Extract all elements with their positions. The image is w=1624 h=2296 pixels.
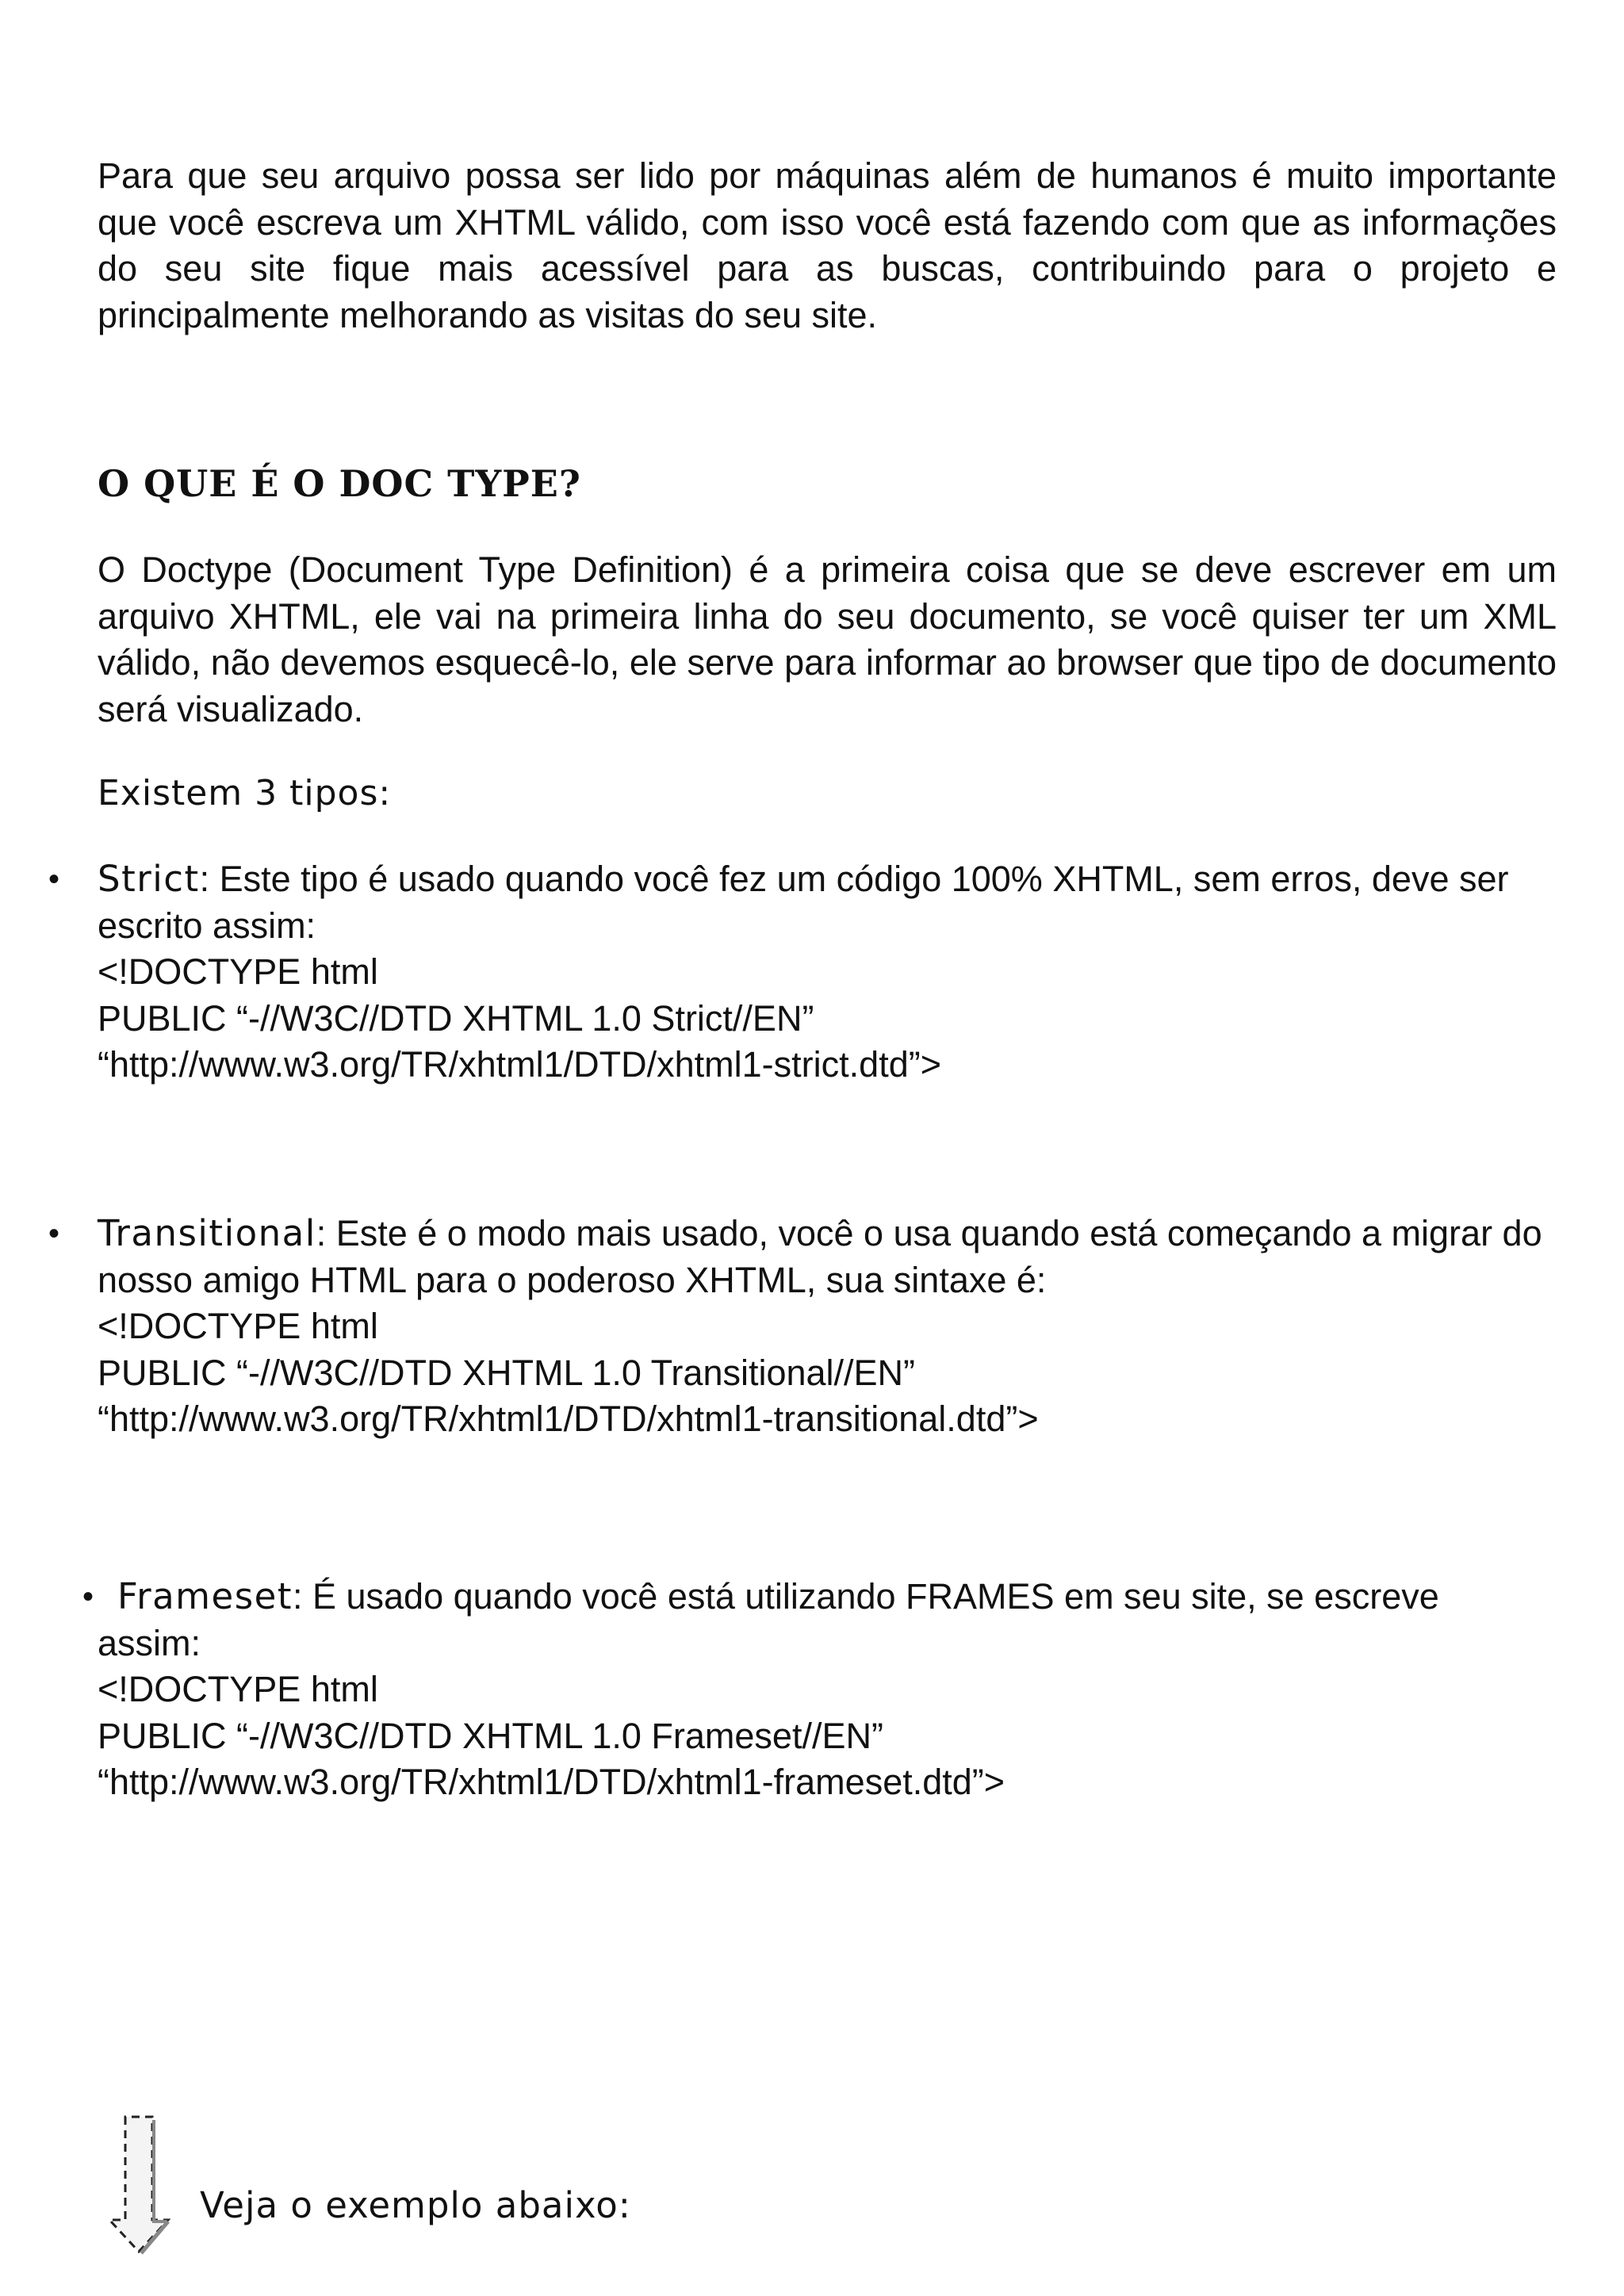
code-line: <!DOCTYPE html xyxy=(98,1306,378,1346)
code-line: PUBLIC “-//W3C//DTD XHTML 1.0 Frameset//EN” xyxy=(98,1715,883,1756)
type-name-frameset: Frameset xyxy=(117,1575,293,1617)
code-line: PUBLIC “-//W3C//DTD XHTML 1.0 Strict//EN” xyxy=(98,997,814,1039)
frameset-first-line xyxy=(82,1574,1557,1621)
type-description-frameset: : É usado quando você está utilizando FRAMES em seu site, se escreve xyxy=(292,1576,1439,1617)
code-line: <!DOCTYPE html xyxy=(98,1669,378,1709)
type-description-frameset-continued: assim: xyxy=(98,1622,201,1663)
code-line: <!DOCTYPE html xyxy=(98,951,378,992)
dashed-down-arrow-icon xyxy=(103,2110,174,2257)
doctype-type-transitional xyxy=(48,1211,1557,1443)
bullet: • xyxy=(82,1579,94,1614)
intro-paragraph: Para que seu arquivo possa ser lido por máquinas além de humanos é muito importante que você escreva um XHTML válido, com isso você está fazendo com que as informações do seu site fique mais acessível para as buscas, contribuindo para o projeto e principalmente melhorando as visitas do seu site. xyxy=(98,155,1557,335)
type-name-transitional: Transitional xyxy=(98,1212,316,1254)
code-line: PUBLIC “-//W3C//DTD XHTML 1.0 Transitional//EN” xyxy=(98,1352,916,1393)
code-line: “http://www.w3.org/TR/xhtml1/DTD/xhtml1-strict.dtd”> xyxy=(98,1044,941,1085)
section-heading: O QUE É O DOC TYPE? xyxy=(98,462,581,505)
doctype-type-frameset xyxy=(82,1574,1557,1806)
doctype-definition-paragraph: O Doctype (Document Type Definition) é a primeira coisa que se deve escrever em um arquivo XHTML, ele vai na primeira linha do seu documento, se você quiser ter um XML válido, não devemos esquecê-lo, ele serve para informar ao browser que tipo de documento será visualizado. xyxy=(98,549,1557,729)
type-name-strict: Strict xyxy=(98,858,200,900)
bullet: • xyxy=(48,862,59,897)
type-description-transitional: : Este é o modo mais usado, você o usa quando está começando a migrar do nosso amigo HTML para o poderoso XHTML, sua sintaxe é: xyxy=(98,1213,1542,1300)
type-description-strict: : Este tipo é usado quando você fez um código 100% XHTML, sem erros, deve ser escrito assim: xyxy=(98,859,1509,946)
code-line: “http://www.w3.org/TR/xhtml1/DTD/xhtml1-transitional.dtd”> xyxy=(98,1399,1039,1439)
footer-note: Veja o exemplo abaixo: xyxy=(200,2184,631,2226)
bullet: • xyxy=(48,1216,59,1251)
types-label: Existem 3 tipos: xyxy=(98,773,392,813)
code-line: “http://www.w3.org/TR/xhtml1/DTD/xhtml1-frameset.dtd”> xyxy=(98,1762,1005,1802)
doctype-type-strict xyxy=(48,856,1557,1089)
